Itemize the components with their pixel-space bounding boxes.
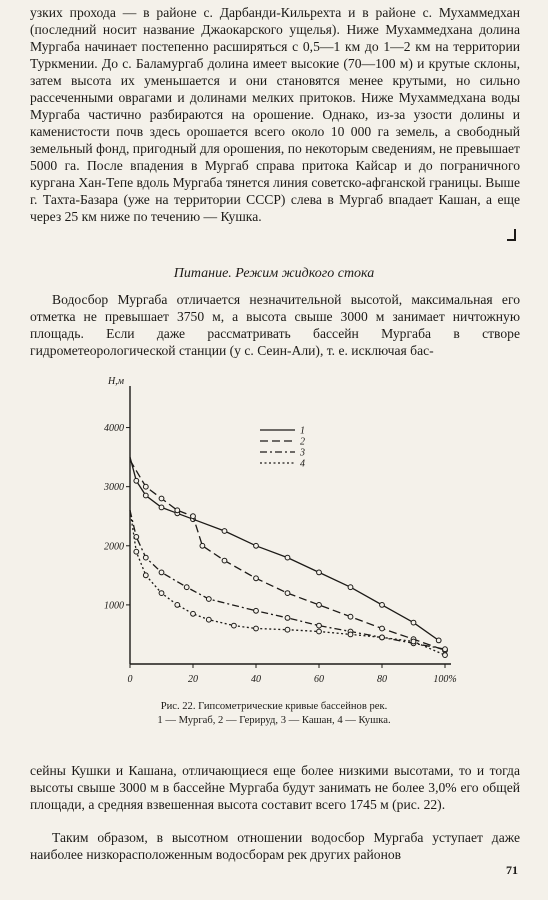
data-point-2 <box>285 591 290 596</box>
data-point-3 <box>254 608 259 613</box>
data-point-3 <box>143 555 148 560</box>
data-point-1 <box>134 478 139 483</box>
data-point-2 <box>348 614 353 619</box>
x-tick-label: 60 <box>314 674 324 685</box>
data-point-1 <box>380 603 385 608</box>
data-point-3 <box>184 585 189 590</box>
data-point-4 <box>317 629 322 634</box>
data-point-4 <box>134 549 139 554</box>
data-point-4 <box>380 635 385 640</box>
y-tick-label: 3000 <box>104 482 124 494</box>
data-point-3 <box>285 616 290 621</box>
data-point-2 <box>200 543 205 548</box>
data-point-2 <box>380 626 385 631</box>
data-point-4 <box>159 591 164 596</box>
data-point-4 <box>206 617 211 622</box>
data-point-1 <box>317 570 322 575</box>
paragraph-2: Водосбор Мургаба отличается незначительной высотой, максимальная его отметка не превышает 3750 м, а высота свыше 3000 м занимает ничтожную площадь. Если даже рассматривать бассейн Мургаба в створе гидрометеорологической станции (у с. Сеин-Али), т. е. исключая бас- <box>30 292 520 358</box>
data-point-1 <box>159 505 164 510</box>
data-point-1 <box>411 620 416 625</box>
x-tick-label: 100% <box>433 674 457 685</box>
y-tick-label: 4000 <box>104 423 124 435</box>
data-point-4 <box>232 623 237 628</box>
data-point-4 <box>175 603 180 608</box>
data-point-2 <box>159 496 164 501</box>
y-tick-label: 2000 <box>104 541 124 553</box>
data-point-2 <box>222 558 227 563</box>
page-number: 71 <box>506 863 518 877</box>
legend-label-1: 1 <box>300 425 305 437</box>
data-point-4 <box>348 632 353 637</box>
data-point-1 <box>348 585 353 590</box>
data-point-4 <box>191 611 196 616</box>
paragraph-1: узких прохода — в районе с. Дарбанди-Кильрехта и в районе с. Мухаммедхан (последний носит название Джаокарского ущелья). Ниже Мухаммедхана долина Мургаба начинает постепенно расширяться с 0,5—1 км до 1—2 км на территории Туркмении. До с. Баламургаб долина имеет высокие (70—100 м) и крутые склоны, затем высота их уменьшается и они становятся менее крутыми, но сильно рассеченными оврагами и долинами мелких притоков. Ниже Мухаммедхана воды Мургаба частично разбираются на орошение. Однако, из-за узости долины и каменистости почв здесь орошается всего около 10 000 га земель, а свободный земельный фонд, пригодный для орошения, по некоторым сведениям, не превышает 5000 га. После впадения в Мургаб справа притока Кайсар и до пограничного кургана Хан-Тепе вдоль Мургаба тянется линия советско-афганской границы. Выше г. Тахта-Базара (уже на территории СССР) слева в Мургаб впадает Кашан, а еще через 25 км ниже по течению — Кушка. <box>30 5 520 224</box>
data-point-1 <box>222 529 227 534</box>
data-point-2 <box>175 508 180 513</box>
x-tick-label: 40 <box>251 674 261 685</box>
data-point-1 <box>436 638 441 643</box>
paragraph-3: сейны Кушки и Кашана, отличающиеся еще более низкими высотами, то и тогда высоты свыше 3000 м в бассейне Мургаба будут занимать не более 3,0% его общей площади, а средняя взвешенная высота составит всего 1745 м (рис. 22). <box>30 763 520 812</box>
series-line-1 <box>130 457 439 640</box>
caption-line-1: Рис. 22. Гипсометрические кривые бассейнов рек. <box>160 701 388 712</box>
data-point-1 <box>285 555 290 560</box>
data-point-1 <box>254 543 259 548</box>
caption-line-2: 1 — Мургаб, 2 — Герируд, 3 — Кашан, 4 — Кушка. <box>157 715 391 726</box>
data-point-4 <box>411 639 416 644</box>
data-point-2 <box>317 603 322 608</box>
x-tick-label: 80 <box>377 674 387 685</box>
legend-label-2: 2 <box>300 436 305 448</box>
paragraph-4: Таким образом, в высотном отношении водосбор Мургаба уступает даже наиболее низкорасположенным водосборам рек других районов <box>30 830 520 862</box>
series-line-4 <box>130 510 445 655</box>
y-tick-label: 1000 <box>104 600 124 612</box>
section-heading: Питание. Режим жидкого стока <box>173 266 375 281</box>
data-point-3 <box>159 570 164 575</box>
data-point-4 <box>443 653 448 658</box>
data-point-4 <box>254 626 259 631</box>
data-point-1 <box>143 493 148 498</box>
data-point-4 <box>143 573 148 578</box>
legend-label-3: 3 <box>300 447 305 459</box>
legend-label-4: 4 <box>300 458 305 470</box>
data-point-4 <box>285 627 290 632</box>
data-point-2 <box>191 514 196 519</box>
x-tick-label: 20 <box>188 674 198 685</box>
data-point-2 <box>254 576 259 581</box>
y-axis-label: Н,м <box>107 376 125 387</box>
data-point-3 <box>443 647 448 652</box>
data-point-3 <box>317 623 322 628</box>
x-tick-label: 0 <box>127 674 133 685</box>
corner-mark-icon <box>505 228 519 244</box>
hypsometric-chart <box>70 370 470 698</box>
data-point-2 <box>143 484 148 489</box>
figure-caption <box>0 700 548 728</box>
data-point-3 <box>206 597 211 602</box>
